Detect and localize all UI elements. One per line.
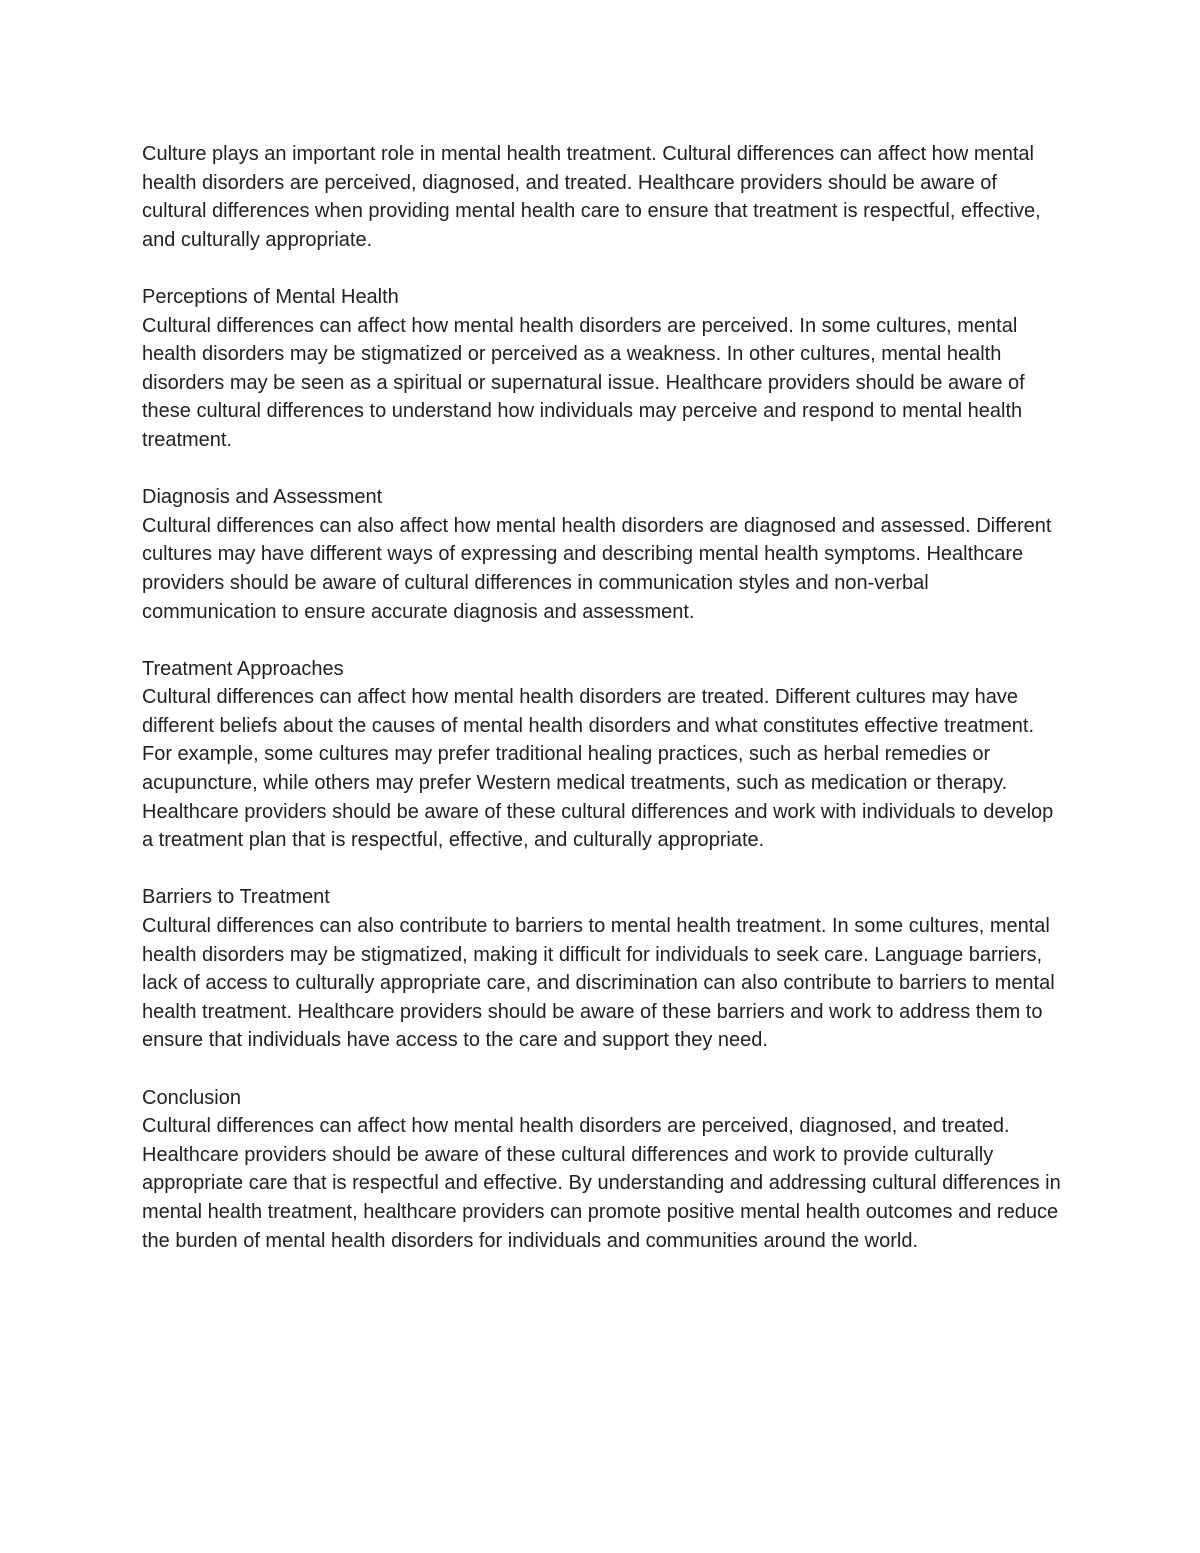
intro-block [142,140,1062,254]
section-treatment [142,655,1062,855]
section-heading: Barriers to Treatment [142,886,330,909]
section-heading: Conclusion [142,1086,241,1109]
section-heading: Treatment Approaches [142,657,344,680]
section-paragraph: Cultural differences can affect how mental health disorders are perceived. In some cultures, mental health disorders may be stigmatized or perceived as a weakness. In other cultures, mental health disorders may be seen as a spiritual or supernatural issue. Healthcare providers should be aware of these cultural differences to understand how individuals may perceive and respond to mental health treatment. [142,314,1025,451]
section-conclusion [142,1084,1062,1256]
section-heading: Diagnosis and Assessment [142,486,383,509]
section-perceptions [142,283,1062,455]
section-paragraph: Cultural differences can affect how mental health disorders are perceived, diagnosed, and treated. Healthcare providers should be aware of these cultural differences and work to provide culturally appropriate care that is respectful and effective. By understanding and addressing cultural differences in mental health treatment, healthcare providers can promote positive mental health outcomes and reduce the burden of mental health disorders for individuals and communities around the world. [142,1115,1061,1252]
intro-paragraph: Culture plays an important role in mental health treatment. Cultural differences can affect how mental health disorders are perceived, diagnosed, and treated. Healthcare providers should be aware of cultural differences when providing mental health care to ensure that treatment is respectful, effective, and culturally appropriate. [142,143,1041,251]
section-heading: Perceptions of Mental Health [142,285,399,308]
section-paragraph: Cultural differences can affect how mental health disorders are treated. Different cultures may have different beliefs about the causes of mental health disorders and what constitutes effective treatment. For example, some cultures may prefer traditional healing practices, such as herbal remedies or acupuncture, while others may prefer Western medical treatments, such as medication or therapy. Healthcare providers should be aware of these cultural differences and work with individuals to develop a treatment plan that is respectful, effective, and culturally appropriate. [142,686,1054,852]
section-barriers [142,883,1062,1055]
section-paragraph: Cultural differences can also affect how mental health disorders are diagnosed and assessed. Different cultures may have different ways of expressing and describing mental health symptoms. Healthcare providers should be aware of cultural differences in communication styles and non-verbal communication to ensure accurate diagnosis and assessment. [142,514,1052,623]
document-page [142,140,1062,1284]
section-paragraph: Cultural differences can also contribute to barriers to mental health treatment. In some cultures, mental health disorders may be stigmatized, making it difficult for individuals to seek care. Language barriers, lack of access to culturally appropriate care, and discrimination can also contribute to barriers to mental health treatment. Healthcare providers should be aware of these barriers and work to address them to ensure that individuals have access to the care and support they need. [142,915,1055,1052]
section-diagnosis [142,483,1062,626]
